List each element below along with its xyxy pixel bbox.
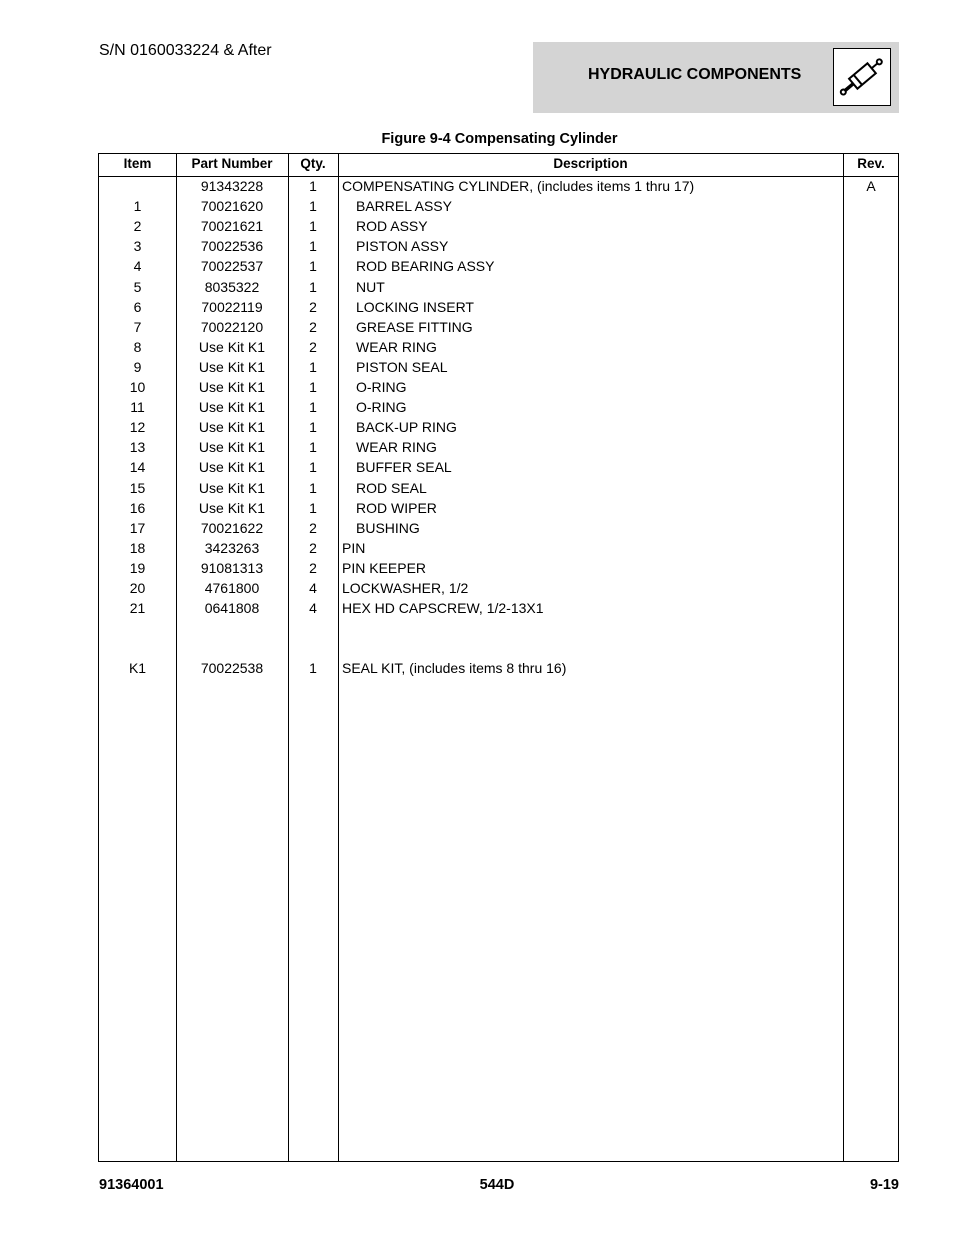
model-number: 544D: [479, 1177, 515, 1193]
rev-cell: A: [866, 178, 876, 194]
qty-cell: 2: [309, 318, 317, 335]
table-row: [99, 397, 898, 417]
column-header-description: Description: [553, 156, 628, 171]
part-number-cell: 3423263: [204, 539, 260, 556]
item-cell: 18: [129, 539, 146, 556]
item-cell: 10: [129, 379, 146, 395]
part-number-cell: Use Kit K1: [198, 439, 266, 456]
qty-cell: 1: [309, 198, 317, 215]
part-number-cell: 70022536: [200, 238, 264, 255]
qty-cell: 4: [309, 580, 317, 596]
part-number-cell: 70021620: [200, 198, 264, 215]
qty-cell: 2: [309, 338, 317, 355]
part-number-cell: 70022120: [200, 318, 264, 335]
section-header: [533, 42, 899, 113]
description-cell: PISTON SEAL: [356, 358, 448, 375]
part-number-cell: 91343228: [200, 178, 264, 194]
qty-cell: 1: [309, 258, 317, 275]
table-row: [99, 478, 898, 498]
table-row: [99, 277, 898, 297]
description-cell: ROD ASSY: [356, 218, 428, 235]
description-cell: ROD WIPER: [356, 499, 437, 516]
table-row: [99, 236, 898, 256]
item-cell: 21: [129, 600, 146, 617]
hydraulic-cylinder-icon: [833, 48, 891, 106]
part-number-cell: Use Kit K1: [198, 338, 266, 355]
qty-cell: 1: [309, 660, 317, 677]
part-number-cell: Use Kit K1: [198, 379, 266, 395]
description-cell: PIN KEEPER: [342, 559, 427, 576]
part-number-cell: 70022538: [200, 660, 264, 677]
figure-title: Figure 9-4 Compensating Cylinder: [381, 131, 618, 147]
description-cell: PISTON ASSY: [356, 238, 449, 255]
column-header-part-number: Part Number: [191, 156, 273, 171]
part-number-cell: 70021622: [200, 519, 264, 536]
part-number-cell: Use Kit K1: [198, 399, 266, 416]
table-row: [99, 578, 898, 598]
part-number-cell: 70021621: [200, 218, 264, 235]
qty-cell: 1: [309, 439, 317, 456]
table-row: [99, 377, 898, 397]
description-cell: BARREL ASSY: [356, 198, 452, 215]
description-cell: GREASE FITTING: [356, 318, 473, 335]
table-row: [99, 558, 898, 578]
description-cell: BUFFER SEAL: [356, 459, 452, 476]
item-cell: 5: [133, 278, 142, 295]
qty-cell: 2: [309, 559, 317, 576]
table-row: [99, 417, 898, 437]
table-row: [99, 658, 898, 678]
part-number-cell: 70022119: [201, 298, 263, 315]
description-cell: PIN: [342, 539, 366, 556]
item-cell: K1: [128, 660, 147, 677]
part-number-cell: 70022537: [200, 258, 264, 275]
qty-cell: 1: [309, 379, 317, 395]
item-cell: 12: [129, 419, 146, 436]
item-cell: 19: [129, 559, 146, 576]
description-cell: HEX HD CAPSCREW, 1/2-13X1: [342, 600, 544, 617]
table-row: [99, 176, 898, 196]
parts-table: [98, 153, 899, 1162]
qty-cell: 2: [309, 519, 317, 536]
qty-cell: 4: [309, 600, 317, 617]
item-cell: 4: [133, 258, 142, 275]
item-cell: 3: [133, 238, 142, 255]
part-number-cell: Use Kit K1: [198, 358, 266, 375]
item-cell: 1: [133, 198, 142, 215]
table-row: [99, 598, 898, 618]
qty-cell: 1: [309, 419, 317, 436]
item-cell: 2: [133, 218, 142, 235]
description-cell: BUSHING: [356, 519, 420, 536]
qty-cell: 1: [309, 479, 317, 496]
description-cell: ROD SEAL: [356, 479, 427, 496]
item-cell: 11: [130, 399, 145, 416]
part-number-cell: 8035322: [204, 278, 260, 295]
item-cell: 14: [129, 459, 146, 476]
table-row: [99, 337, 898, 357]
qty-cell: 1: [309, 399, 317, 416]
description-cell: COMPENSATING CYLINDER, (includes items 1 thru 17): [342, 178, 695, 194]
qty-cell: 1: [309, 358, 317, 375]
table-row: [99, 297, 898, 317]
serial-number-range: S/N 0160033224 & After: [99, 42, 272, 59]
table-row: [99, 638, 898, 658]
part-number-cell: Use Kit K1: [198, 479, 266, 496]
qty-cell: 1: [309, 459, 317, 476]
description-cell: LOCKING INSERT: [356, 298, 474, 315]
qty-cell: 1: [309, 218, 317, 235]
item-cell: 20: [129, 580, 146, 596]
part-number-cell: 4761800: [204, 580, 260, 596]
part-number-cell: Use Kit K1: [198, 499, 266, 516]
table-row: [99, 538, 898, 558]
qty-cell: 1: [309, 178, 317, 194]
column-header-rev: Rev.: [857, 156, 885, 171]
description-cell: O-RING: [356, 399, 407, 416]
table-row: [99, 216, 898, 236]
description-cell: LOCKWASHER, 1/2: [342, 580, 469, 596]
description-cell: NUT: [356, 278, 385, 295]
item-cell: 16: [129, 499, 146, 516]
table-row: [99, 498, 898, 518]
table-row: [99, 256, 898, 276]
item-cell: 6: [133, 298, 142, 315]
table-row: [99, 518, 898, 538]
description-cell: WEAR RING: [356, 338, 437, 355]
table-row: [99, 196, 898, 216]
description-cell: ROD BEARING ASSY: [356, 258, 495, 275]
description-cell: BACK-UP RING: [356, 419, 457, 436]
item-cell: 9: [133, 358, 142, 375]
part-number-cell: Use Kit K1: [198, 419, 266, 436]
part-number-cell: 91081313: [200, 559, 264, 576]
part-number-cell: 0641808: [204, 600, 260, 617]
table-row: [99, 317, 898, 337]
document-number: 91364001: [99, 1177, 164, 1193]
column-header-qty: Qty.: [300, 156, 326, 171]
item-cell: 8: [133, 338, 142, 355]
description-cell: SEAL KIT, (includes items 8 thru 16): [342, 660, 567, 677]
column-header-item: Item: [123, 156, 152, 171]
item-cell: 17: [129, 519, 146, 536]
qty-cell: 2: [309, 539, 317, 556]
item-cell: 13: [129, 439, 146, 456]
qty-cell: 2: [309, 298, 317, 315]
table-row: [99, 457, 898, 477]
page-number: 9-19: [869, 1177, 899, 1193]
description-cell: O-RING: [356, 379, 407, 395]
table-row: [99, 437, 898, 457]
table-row: [99, 357, 898, 377]
qty-cell: 1: [309, 238, 317, 255]
part-number-cell: Use Kit K1: [198, 459, 266, 476]
section-title: HYDRAULIC COMPONENTS: [588, 66, 802, 83]
item-cell: 7: [133, 318, 142, 335]
table-row: [99, 618, 898, 638]
description-cell: WEAR RING: [356, 439, 437, 456]
qty-cell: 1: [309, 499, 317, 516]
qty-cell: 1: [309, 278, 317, 295]
item-cell: 15: [129, 479, 146, 496]
